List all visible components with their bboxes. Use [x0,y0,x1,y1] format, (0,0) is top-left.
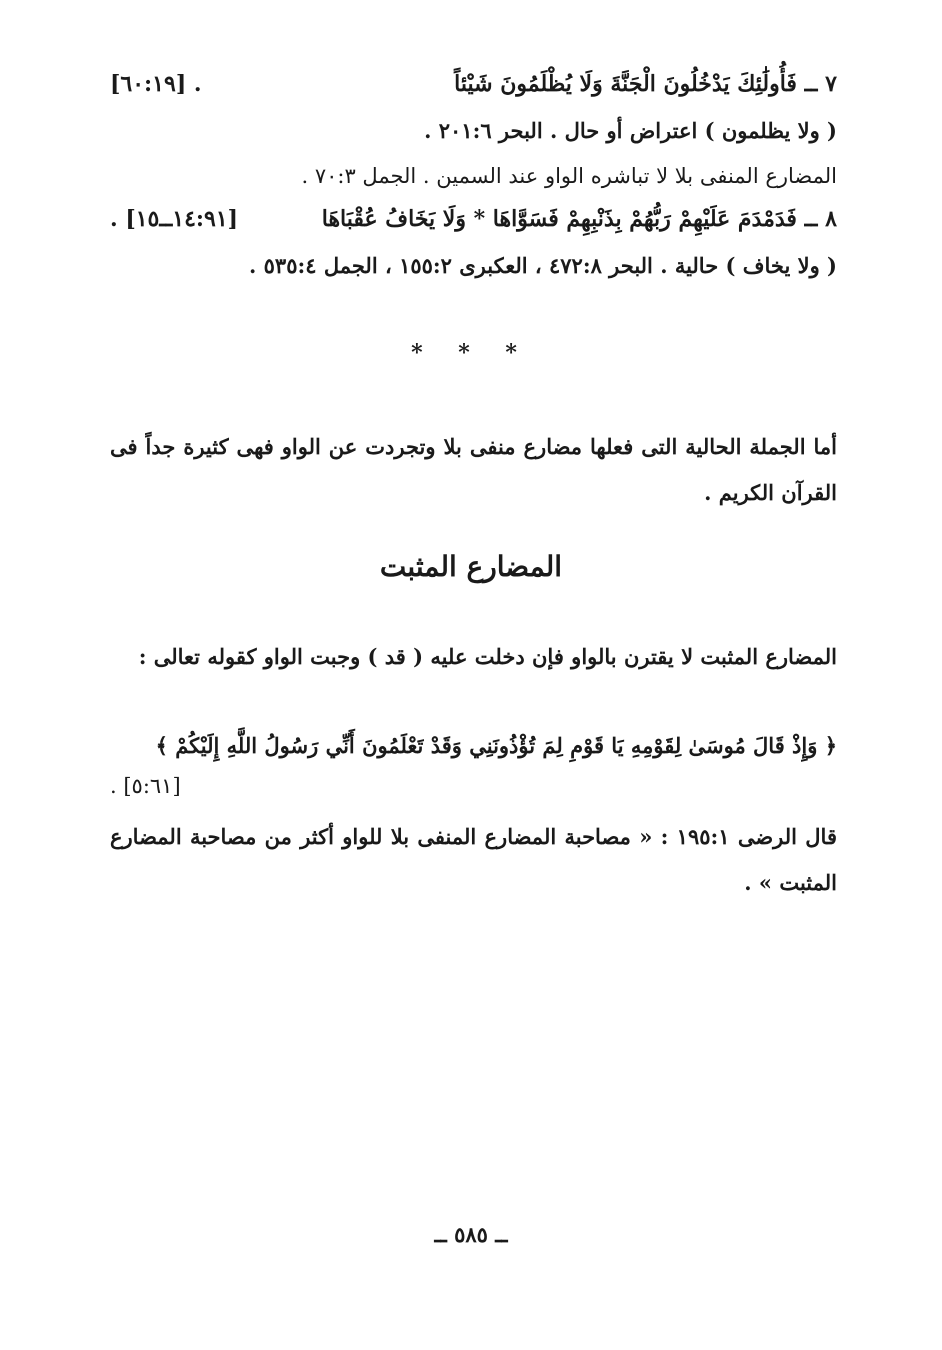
quran-verse-reference-line [110,770,181,802]
section-separator: * * * [411,340,531,366]
quran-verse-text: ﴿ وَإِذْ قَالَ مُوسَىٰ لِقَوْمِهِ يَا قَوْمِ لِمَ تُؤْذُونَنِي وَقَدْ تَعْلَمُونَ أَنِّي رَسُولُ اللَّهِ إِلَيْكُمْ ﴾ [155,733,837,758]
item-7-grammar-text: المضارع المنفى بلا لا تباشره الواو عند السمين . الجمل ٧٠:٣ . [301,164,837,188]
item-7-note-line [110,115,837,147]
intro-paragraph: أما الجملة الحالية التى فعلها مضارع منفى بلا وتجردت عن الواو فهى كثيرة جداً فى القرآن الكريم . [110,434,837,505]
quran-verse-reference: [٥:٦١] . [110,774,181,798]
item-7-verse-line [110,68,837,100]
item-8-note-line [110,250,837,282]
item-8-note-text: ( ولا يخاف ) حالية . البحر ٤٧٢:٨ ، العكبرى ١٥٥:٢ ، الجمل ٥٣٥:٤ . [249,253,837,278]
item-7-reference: [٦٠:١٩] . [110,71,202,97]
item-7-grammar-line [110,160,837,192]
item-7-note-text: ( ولا يظلمون ) اعتراض أو حال . البحر ٢٠١:٦ . [424,118,837,143]
section-heading: المضارع المثبت [379,550,563,583]
item-8-verse-line [110,203,837,235]
quran-verse-block [110,722,837,770]
page-number: ــ ٥٨٥ ــ [434,1222,508,1247]
item-7-verse-text: ٧ ــ فَأُولَٰئِكَ يَدْخُلُونَ الْجَنَّةَ وَلَا يُظْلَمُونَ شَيْئاً [454,71,837,97]
section-paragraph: المضارع المثبت لا يقترن بالواو فإن دخلت عليه ( قد ) وجبت الواو كقوله تعالى : [138,644,837,669]
item-8-verse-text: ٨ ــ فَدَمْدَمَ عَلَيْهِمْ رَبُّهُمْ بِذَنْبِهِمْ فَسَوَّاهَا * وَلَا يَخَافُ عُقْبَاهَا [321,206,837,232]
item-8-reference: [١٤:٩١ــ١٥] . [110,206,239,232]
quote-paragraph: قال الرضى ١٩٥:١ : « مصاحبة المضارع المنفى بلا للواو أكثر من مصاحبة المضارع المثبت » . [110,824,837,895]
